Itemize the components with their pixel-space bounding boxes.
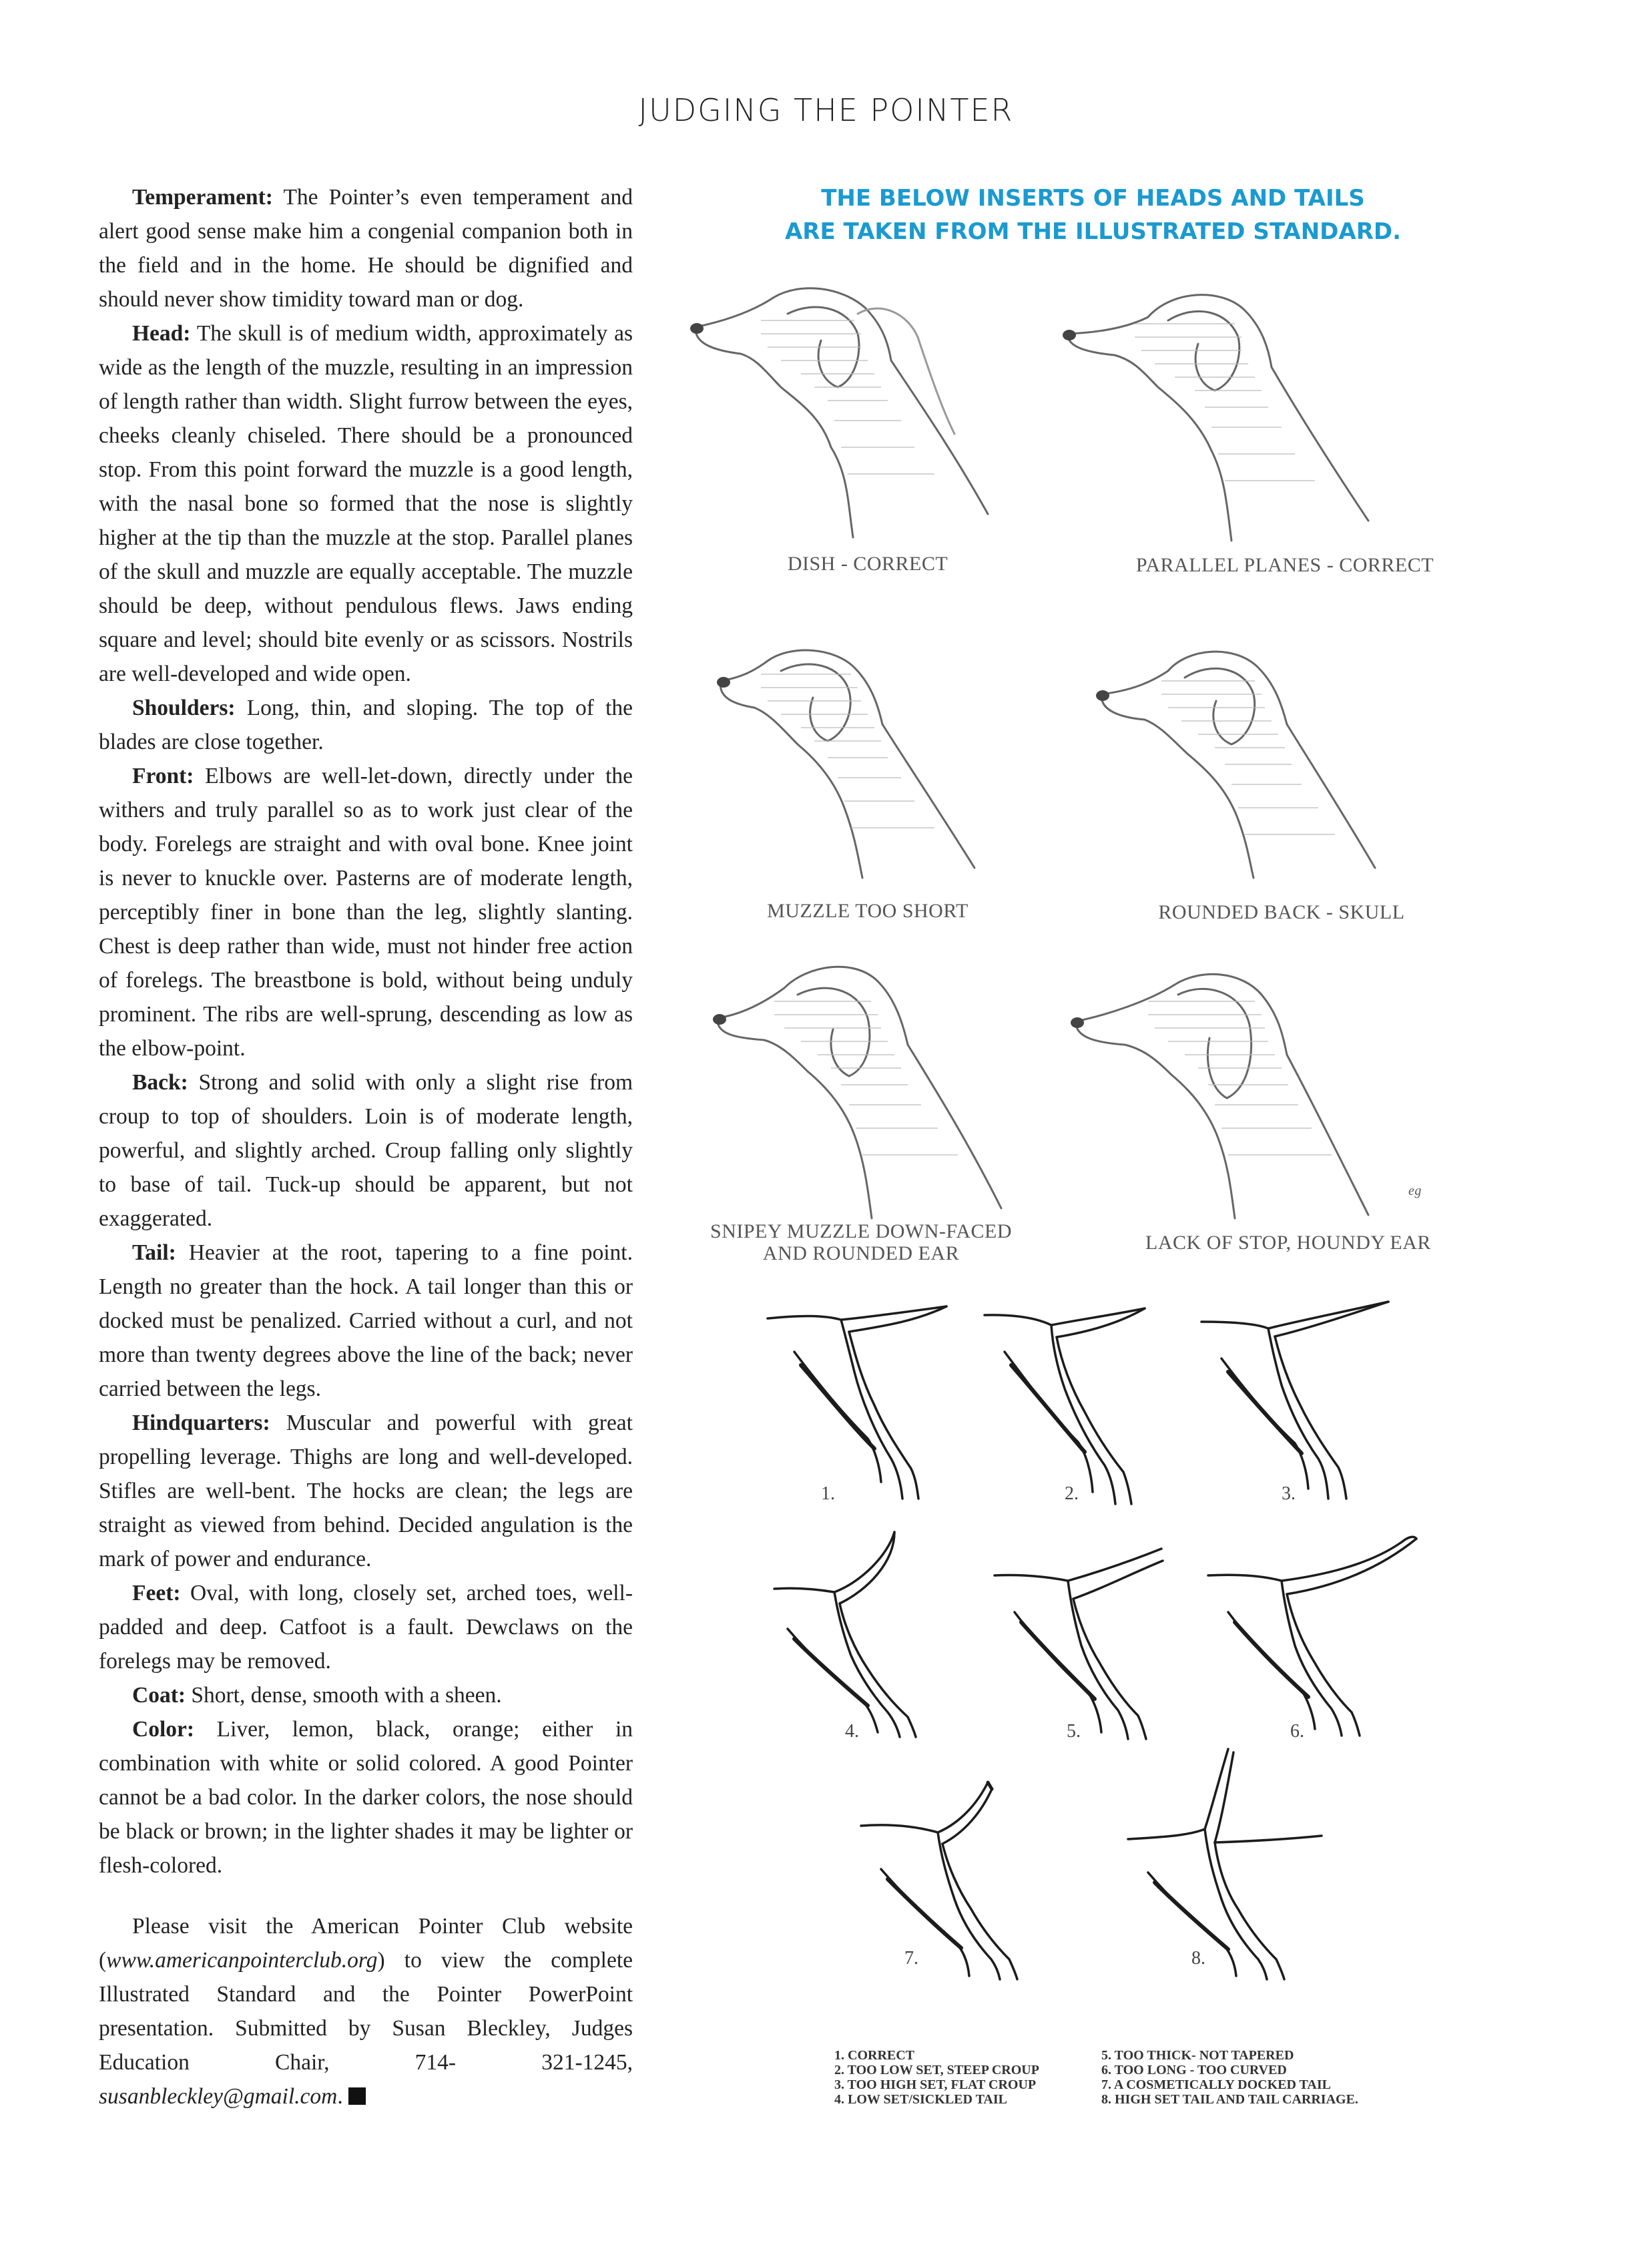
tail-number-1: 1. [821,1483,835,1504]
tail-sketch-2-low-set [978,1305,1178,1512]
text-head: The skull is of medium width, approximately as wide as the length of the muzzle, resulting in an impression of length rather than width. Slight furrow between the eyes, cheeks cleanly chiseled. There should be a pronounced stop. From this point forward the muzzle is a good length, with the nasal bone so formed that the nose is slightly higher at the tip than the muzzle at the stop. Parallel planes of the skull and muzzle are equally acceptable. The muzzle should be deep, without pendulous flews. Jaws ending square and level; should bite evenly or as scissors. Nostrils are well-developed and wide open. [99,321,633,686]
paragraph-shoulders [99,691,633,759]
tail-legend-left [834,2048,1039,2107]
club-website-link[interactable]: www.americanpointerclub.org [106,1948,378,1973]
paragraph-hindquarters [99,1406,633,1576]
inserts-caption [674,182,1512,248]
heading-hindquarters: Hindquarters: [132,1411,270,1435]
page-title: JUDGING THE POINTER [638,92,1014,128]
tail-legend-item-8: 8. HIGH SET TAIL AND TAIL CARRIAGE. [1101,2092,1358,2107]
head-sketch-muzzle-too-short [708,641,1028,881]
tail-legend-item-7: 7. A COSMETICALLY DOCKED TAIL [1101,2077,1331,2092]
paragraph-front [99,759,633,1065]
head-sketch-snipey-muzzle [708,955,1055,1222]
tail-legend-item-6: 6. TOO LONG - TOO CURVED [1101,2063,1287,2077]
text-front: Elbows are well-let-down, directly under the withers and truly parallel so as to work just clear of the body. Forelegs are straight and with oval bone. Knee joint is never to knuckle over. Pasterns are of moderate length, perceptibly finer in bone than the leg, slightly slanting. Chest is deep rather than wide, must not hinder free action of forelegs. The breastbone is bold, without being unduly prominent. The ribs are well-sprung, descending as low as the elbow-point. [99,764,633,1061]
inserts-caption-line-2: ARE TAKEN FROM THE ILLUSTRATED STANDARD. [784,218,1402,245]
tail-number-3: 3. [1282,1483,1296,1504]
heading-front: Front: [132,764,194,788]
tail-sketch-3-high-set [1195,1295,1402,1509]
tail-legend-item-2: 2. TOO LOW SET, STEEP CROUP [834,2063,1039,2077]
head-label-snipey-line-2: AND ROUNDED EAR [762,1242,960,1264]
paragraph-temperament [99,180,633,316]
tail-sketch-6-too-long [1201,1529,1428,1742]
heading-temperament: Temperament: [132,185,273,210]
tail-legend-item-5: 5. TOO THICK- NOT TAPERED [1101,2048,1294,2063]
heading-shoulders: Shoulders: [132,696,236,720]
tail-number-7: 7. [904,1948,918,1969]
paragraph-color [99,1712,633,1883]
paragraph-head [99,316,633,691]
text-hindquarters: Muscular and powerful with great propelling leverage. Thighs are long and well-developed. Stifles are well-bent. The hocks are clean; the legs are straight as viewed from behind. Decided angulation is the mark of power and endurance. [99,1411,633,1571]
tail-number-6: 6. [1290,1721,1304,1742]
text-tail: Heavier at the root, tapering to a fine point. Length no greater than the hock. A tail longer than this or docked must be penalized. Carried without a curl, and not more than twenty degrees above the line of the back; never carried between the legs. [99,1240,633,1401]
tail-legend-item-1: 1. CORRECT [834,2048,915,2063]
paragraph-coat [99,1678,633,1712]
head-label-rounded-back-skull: ROUNDED BACK - SKULL [1158,901,1405,923]
paragraph-feet [99,1576,633,1678]
text-color: Liver, lemon, black, orange; either in combination with white or solid colored. A good Pointer cannot be a bad color. In the darker colors, the nose should be black or brown; in the lighter shades it may be lighter or flesh-colored. [99,1717,633,1878]
head-label-parallel-planes: PARALLEL PLANES - CORRECT [1135,554,1434,576]
heading-feet: Feet: [132,1581,181,1605]
tail-sketch-8-high-carriage [1121,1742,1348,1983]
head-sketch-rounded-back-skull [1095,641,1415,881]
text-temperament: The Pointer’s even temperament and alert good sense make him a congenial companion both in the field and in the home. He should be dignified and should never show timidity toward man or dog. [99,185,633,312]
head-label-dish-correct: DISH - CORRECT [787,553,948,575]
closing-text-2: ) to view the complete Illustrated Standard and the Pointer PowerPoint presentation. Submitted by Susan Bleckley, Judges Education Chair, 714- 321-1245, [99,1948,633,2075]
tail-sketch-4-sickled [768,1529,975,1742]
tail-number-2: 2. [1065,1483,1079,1504]
text-back: Strong and solid with only a slight rise from croup to top of shoulders. Loin is of moderate length, powerful, and slightly arched. Croup falling only slightly to base of tail. Tuck-up should be apparent, but not exaggerated. [99,1070,633,1231]
tail-number-5: 5. [1067,1721,1081,1742]
contact-email-link[interactable]: susanbleckley@gmail.com [99,2084,338,2109]
head-label-snipey-line-1: SNIPEY MUZZLE DOWN-FACED [710,1220,1012,1242]
head-sketch-parallel-planes [1061,274,1408,554]
tail-sketch-5-too-thick [988,1535,1188,1742]
closing-text-3: . [337,2084,343,2109]
tail-number-4: 4. [845,1721,859,1742]
tail-sketch-1-correct [761,1298,968,1512]
paragraph-back [99,1065,633,1236]
head-sketch-lack-of-stop [1068,955,1415,1222]
tail-sketch-7-docked [854,1762,1081,1983]
text-coat: Short, dense, smooth with a sheen. [186,1683,502,1708]
closing-text-1: Please visit the American Pointer Club website ( [99,1914,633,1973]
head-label-snipey-muzzle [708,1220,1015,1264]
heading-color: Color: [132,1717,195,1742]
heading-coat: Coat: [132,1683,186,1708]
tail-number-8: 8. [1191,1948,1205,1969]
inserts-caption-line-1: THE BELOW INSERTS OF HEADS AND TAILS [821,185,1365,212]
text-feet: Oval, with long, closely set, arched toes, well-padded and deep. Catfoot is a fault. Dewclaws on the forelegs may be removed. [99,1581,633,1674]
heading-tail: Tail: [132,1240,176,1265]
end-of-article-mark [348,2087,366,2105]
tail-legend-right [1101,2048,1358,2107]
head-sketch-dish [687,274,1035,554]
tail-legend-item-3: 3. TOO HIGH SET, FLAT CROUP [834,2077,1037,2092]
heading-head: Head: [132,321,191,346]
breed-standard-text [99,180,633,2113]
head-label-muzzle-too-short: MUZZLE TOO SHORT [767,900,969,922]
tail-legend-item-4: 4. LOW SET/SICKLED TAIL [834,2092,1007,2107]
paragraph-tail [99,1236,633,1406]
head-label-lack-of-stop: LACK OF STOP, HOUNDY EAR [1145,1232,1431,1254]
closing-paragraph [99,1909,633,2113]
artist-mark: eg [1408,1184,1422,1198]
text-shoulders: Long, thin, and sloping. The top of the blades are close together. [99,696,633,754]
heading-back: Back: [132,1070,188,1095]
